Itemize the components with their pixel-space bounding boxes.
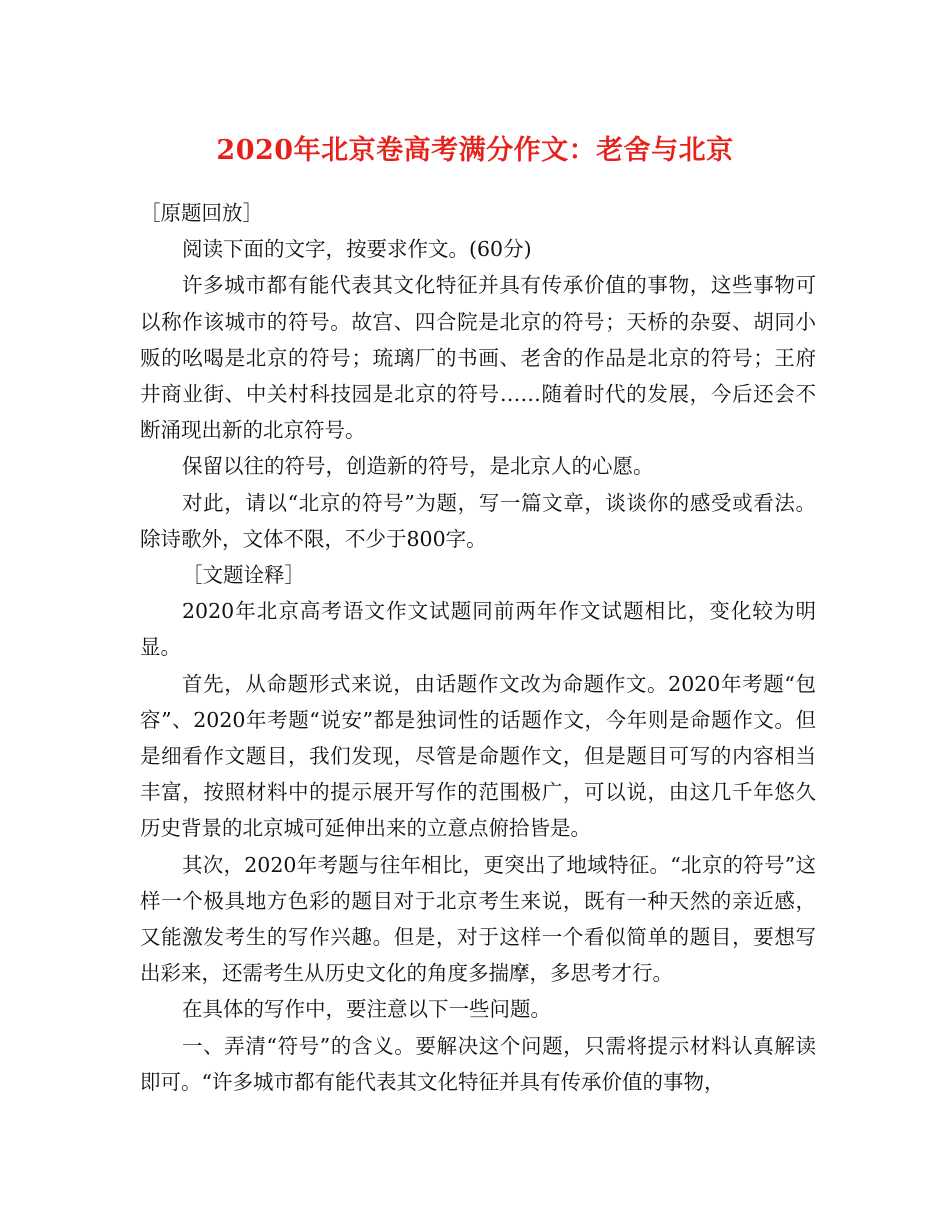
paragraph-note-one: 一、弄清“符号”的含义。要解决这个问题，只需将提示材料认真解读即可。“许多城市都有能代表其文化特征并具有传承价值的事物， — [140, 1033, 816, 1094]
paragraph-wish: 保留以往的符号，创造新的符号，是北京人的心愿。 — [182, 454, 654, 479]
paragraph-second-point: 其次，2020年考题与往年相比，更突出了地域特征。“北京的符号”这样一个极具地方色彩的题目对于北京考生来说，既有一种天然的亲近感，又能激发考生的写作兴趣。但是，对于这样一个看似简单的题目，要想写出彩来，还需考生从历史文化的角度多揣摩，多思考才行。 — [140, 852, 816, 986]
paragraph-first-point: 首先，从命题形式来说，由话题作文改为命题作文。2020年考题“包容”、2020年考题“说安”都是独词性的话题作文，今年则是命题作文。但是细看作文题目，我们发现，尽管是命题作文，但是题目可写的内容相当丰富，按照材料中的提示展开写作的范围极广，可以说，由这几千年悠久历史背景的北京城可延伸出来的立意点俯拾皆是。 — [140, 671, 816, 841]
paragraph-material: 许多城市都有能代表其文化特征并具有传承价值的事物，这些事物可以称作该城市的符号。故宫、四合院是北京的符号；天桥的杂耍、胡同小贩的吆喝是北京的符号；琉璃厂的书画、老舍的作品是北京的符号；王府井商业街、中关村科技园是北京的符号……随着时代的发展，今后还会不断涌现出新的北京符号。 — [140, 273, 816, 443]
paragraph-instruction: 阅读下面的文字，按要求作文。(60分) — [182, 237, 532, 262]
document-body — [140, 195, 816, 1100]
paragraph-notes-intro: 在具体的写作中，要注意以下一些问题。 — [182, 997, 551, 1022]
document-title: 2020年北京卷高考满分作文：老舍与北京 — [216, 135, 734, 166]
paragraph-comparison: 2020年北京高考语文作文试题同前两年作文试题相比，变化较为明显。 — [140, 599, 816, 660]
section-heading-original-question: ［原题回放］ — [140, 201, 263, 225]
section-heading-interpretation: ［文题诠释］ — [182, 563, 305, 588]
paragraph-requirement: 对此，请以“北京的符号”为题，写一篇文章，谈谈你的感受或看法。除诗歌外，文体不限，不少于800字。 — [140, 490, 816, 551]
